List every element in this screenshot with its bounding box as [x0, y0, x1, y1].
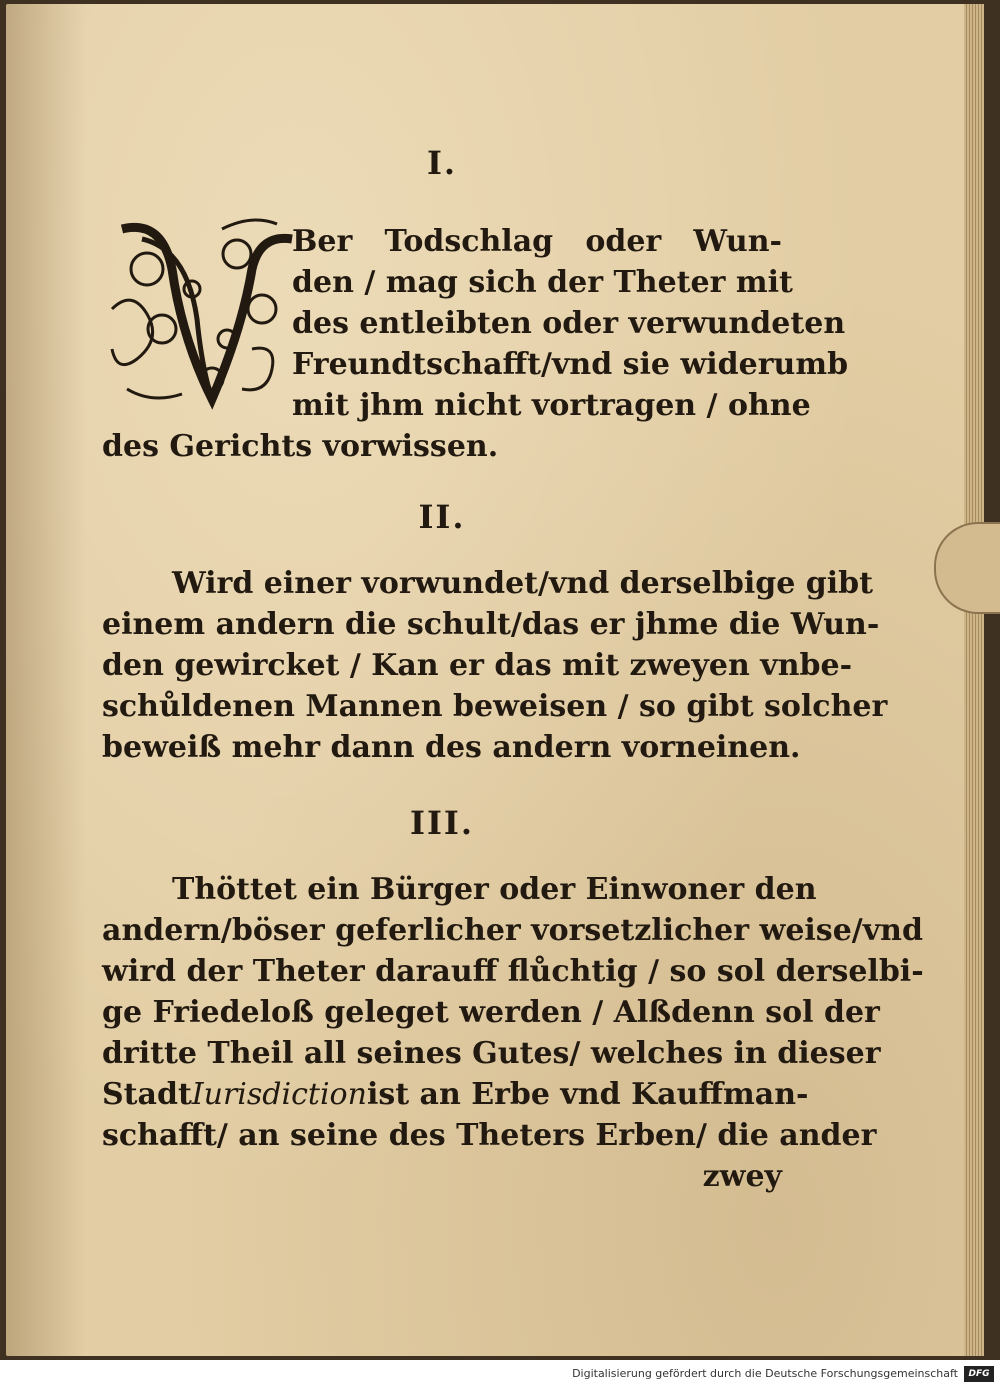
- text-line: wird der Theter darauff flůchtig / so sol derselbi-: [102, 954, 924, 989]
- funding-credit: Digitalisierung gefördert durch die Deutsche Forschungsgemeinschaft: [572, 1367, 958, 1380]
- text-line: dritte Theil all seines Gutes/ welches in dieser: [102, 1036, 881, 1071]
- spine-shadow: [6, 4, 86, 1356]
- text-line: schafft/ an seine des Theters Erben/ die ander: [102, 1118, 877, 1153]
- text-line: Ber Todschlag oder Wun-: [292, 224, 782, 259]
- text-line: schůldenen Mannen beweisen / so gibt solcher: [102, 689, 888, 724]
- italic-word: Iurisdiction: [191, 1077, 367, 1112]
- section-numeral-1: I.: [426, 144, 458, 182]
- text-line: den / mag sich der Theter mit: [292, 265, 793, 300]
- catchword: zwey: [702, 1159, 782, 1194]
- book-page: [6, 4, 970, 1356]
- text-line: ge Friedeloß geleget werden / Alßdenn sol der: [102, 995, 880, 1030]
- text-line: des entleibten oder verwundeten: [292, 306, 846, 341]
- decorated-initial-V: [102, 209, 302, 414]
- text-line-with-italic: [102, 1075, 809, 1115]
- text-line: Thöttet ein Bürger oder Einwoner den: [172, 872, 817, 907]
- footer-bar: [0, 1362, 1000, 1389]
- text-line: den gewircket / Kan er das mit zweyen vnbe-: [102, 648, 853, 683]
- text-line: Wird einer vorwundet/vnd derselbige gibt: [172, 566, 873, 601]
- section-numeral-2: II.: [418, 498, 466, 536]
- text-line: des Gerichts vorwissen.: [102, 429, 499, 464]
- page-edges: [964, 4, 984, 1356]
- decorated-initial-icon: [102, 209, 302, 414]
- dfg-logo: DFG: [964, 1366, 994, 1382]
- section-numeral-3: III.: [409, 804, 475, 842]
- text-line: andern/böser geferlicher vorsetzlicher weise/vnd: [102, 913, 923, 948]
- text-line: einem andern die schult/das er jhme die Wun-: [102, 607, 880, 642]
- text-fragment: ist an Erbe vnd Kauffman-: [366, 1077, 809, 1112]
- text-line: beweiß mehr dann des andern vorneinen.: [102, 730, 801, 765]
- text-line: Freundtschafft/vnd sie widerumb: [292, 347, 849, 382]
- text-fragment: Stadt: [102, 1077, 192, 1112]
- text-line: mit jhm nicht vortragen / ohne: [292, 388, 811, 423]
